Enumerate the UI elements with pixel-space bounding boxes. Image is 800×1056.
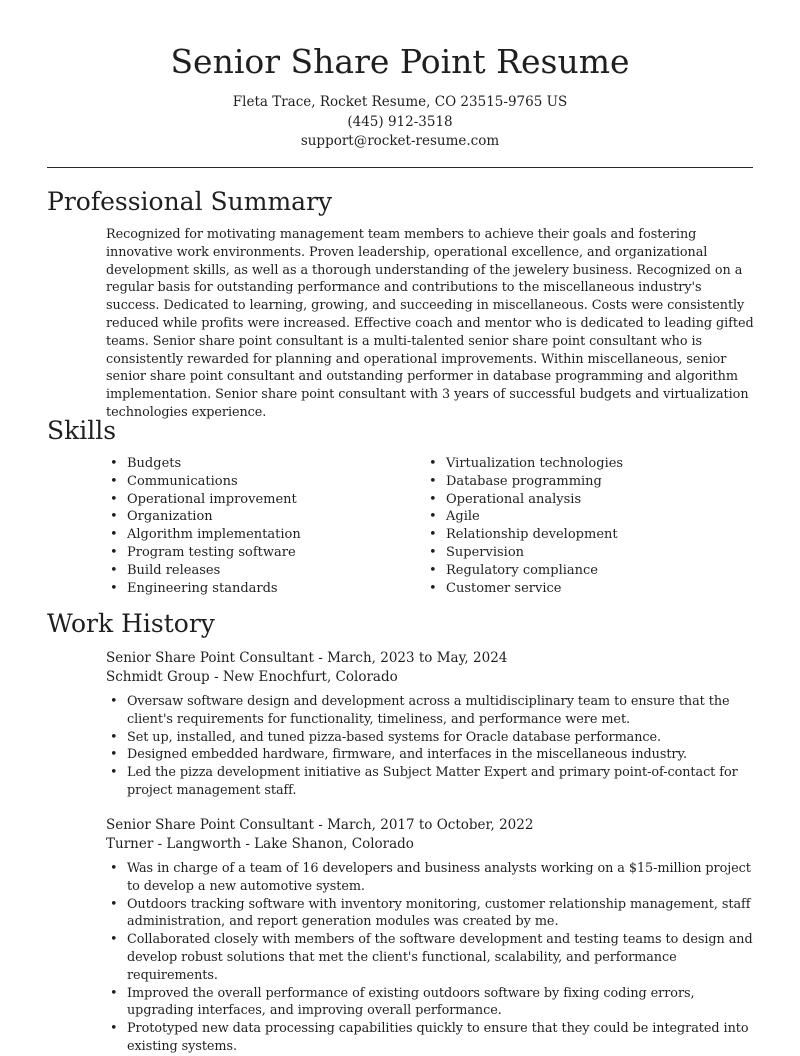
job-duty: • Collaborated closely with members of the software development and testing teams to design and develop robust solutions that met the client's functional, scalability, and performance requirements.	[106, 931, 754, 984]
job-company-location: Turner - Langworth - Lake Shanon, Colorado	[106, 835, 414, 852]
skill-item: • Agile	[425, 508, 623, 526]
contact-email: support@rocket-resume.com	[300, 133, 500, 149]
skill-item: • Regulatory compliance	[425, 562, 623, 580]
skill-item: • Operational analysis	[425, 491, 623, 509]
job-title-dates: Senior Share Point Consultant - March, 2023 to May, 2024	[106, 650, 508, 666]
skill-item: • Database programming	[425, 473, 623, 491]
skill-item: • Program testing software	[106, 544, 301, 562]
contact-info	[0, 93, 800, 152]
job-duties	[106, 860, 754, 1056]
job-title-dates: Senior Share Point Consultant - March, 2017 to October, 2022	[106, 817, 534, 833]
resume-title: Senior Share Point Resume	[170, 42, 630, 81]
work-history-heading: Work History	[47, 609, 215, 638]
skills-list-left	[106, 455, 301, 597]
header-divider	[47, 167, 753, 168]
skill-item: • Engineering standards	[106, 580, 301, 598]
job-duty: • Prototyped new data processing capabilities quickly to ensure that they could be integrated into existing systems.	[106, 1020, 754, 1056]
skill-item: • Algorithm implementation	[106, 526, 301, 544]
job-company-location: Schmidt Group - New Enochfurt, Colorado	[106, 668, 398, 685]
skill-item: • Supervision	[425, 544, 623, 562]
contact-address: Fleta Trace, Rocket Resume, CO 23515-9765 US	[232, 94, 568, 110]
skill-item: • Operational improvement	[106, 491, 301, 509]
job-duty: • Outdoors tracking software with inventory monitoring, customer relationship management, staff administration, and report generation modules was created by me.	[106, 896, 754, 932]
job-duties	[106, 693, 754, 800]
job-entry	[106, 649, 754, 800]
job-duty: • Oversaw software design and development across a multidisciplinary team to ensure that the client's requirements for functionality, timeliness, and performance were met.	[106, 693, 754, 729]
job-entry	[106, 816, 754, 1056]
summary-text: Recognized for motivating management team members to achieve their goals and fostering innovative work environments. Proven leadership, operational excellence, and organizational development skills, as well as a thorough understanding of the jewelery business. Recognized on a regular basis for outstanding performance and contributions to the miscellaneous industry's success. Dedicated to learning, growing, and succeeding in miscellaneous. Costs were consistently reduced while profits were increased. Effective coach and mentor who is dedicated to leading gifted teams. Senior share point consultant is a multi-talented senior share point consultant who is consistently rewarded for planning and operational improvements. Within miscellaneous, senior senior share point consultant and outstanding performer in database programming and algorithm implementation. Senior share point consultant with 3 years of successful budgets and virtualization technologies experience.	[106, 227, 754, 420]
job-duty: • Designed embedded hardware, firmware, and interfaces in the miscellaneous industry.	[106, 746, 754, 764]
skill-item: • Customer service	[425, 580, 623, 598]
job-duty: • Led the pizza development initiative as Subject Matter Expert and primary point-of-contact for project management staff.	[106, 764, 754, 800]
skill-item: • Relationship development	[425, 526, 623, 544]
skill-item: • Communications	[106, 473, 301, 491]
job-duty: • Improved the overall performance of existing outdoors software by fixing coding errors, upgrading interfaces, and improving overall performance.	[106, 985, 754, 1021]
summary-heading: Professional Summary	[47, 187, 333, 216]
skill-item: • Build releases	[106, 562, 301, 580]
job-duty: • Set up, installed, and tuned pizza-based systems for Oracle database performance.	[106, 729, 754, 747]
skill-item: • Organization	[106, 508, 301, 526]
job-duty: • Was in charge of a team of 16 developers and business analysts working on a $15-million project to develop a new automotive system.	[106, 860, 754, 896]
skills-list-right	[425, 455, 623, 597]
skill-item: • Budgets	[106, 455, 301, 473]
skill-item: • Virtualization technologies	[425, 455, 623, 473]
skills-heading: Skills	[47, 416, 117, 445]
contact-phone: (445) 912-3518	[347, 113, 453, 130]
